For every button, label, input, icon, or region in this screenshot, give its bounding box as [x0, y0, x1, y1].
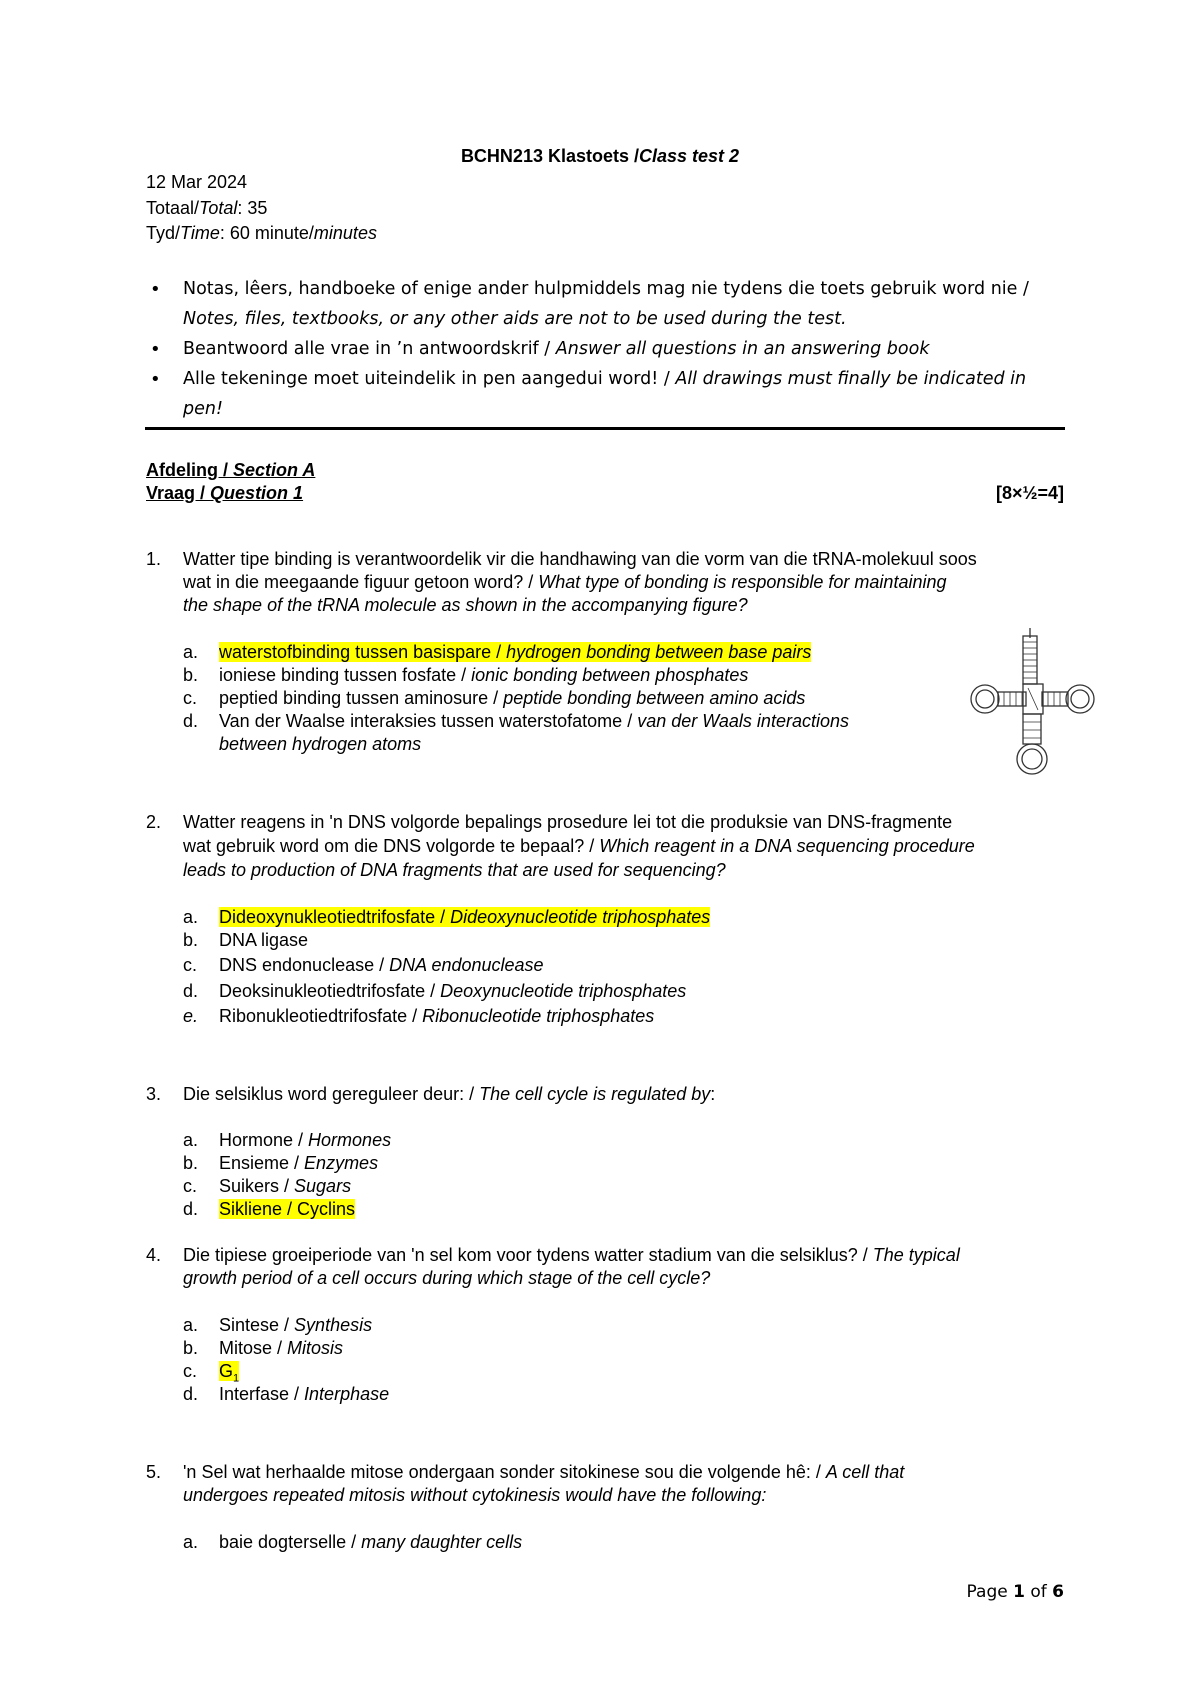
question-1-line-2 — [183, 572, 946, 593]
option-letter: c. — [183, 1361, 198, 1381]
option-letter: d. — [183, 981, 199, 1001]
option-2d — [219, 981, 686, 1002]
q3-af: Die selsiklus word gereguleer deur: / — [183, 1084, 480, 1104]
option-letter: a. — [183, 642, 199, 662]
option-en: DNA endonuclease — [389, 955, 544, 975]
option-en: Enzymes — [304, 1153, 379, 1173]
option-letter: d. — [183, 1384, 199, 1404]
question-4-line-1 — [183, 1245, 960, 1266]
option-4c — [219, 1361, 239, 1385]
option-1b — [219, 665, 748, 686]
option-letter: d. — [183, 711, 199, 731]
q2-l3-en: leads to production of DNA fragments that are used for sequencing? — [183, 860, 726, 880]
question-number: 3. — [146, 1084, 162, 1104]
option-af: waterstofbinding tussen basispare / — [219, 642, 507, 662]
option-en: Mitosis — [287, 1338, 344, 1358]
q4-af: Die tipiese groeiperiode van 'n sel kom voor tydens watter stadium van die selsiklus? / — [183, 1245, 873, 1265]
section-af: Afdeling / — [146, 460, 233, 480]
instruction-1-af: Notas, lêers, handboeke of enige ander hulpmiddels mag nie tydens die toets gebruik word nie / — [183, 279, 1029, 299]
question-af: Vraag / — [146, 483, 211, 503]
option-en: many daughter cells — [361, 1532, 523, 1552]
option-4d — [219, 1384, 389, 1405]
option-3b — [219, 1153, 378, 1174]
option-en: Hormones — [308, 1130, 392, 1150]
option-2e — [219, 1006, 654, 1027]
instruction-2 — [183, 339, 929, 359]
option-letter: a. — [183, 907, 199, 927]
option-en: peptide bonding between amino acids — [503, 688, 806, 708]
title-main: BCHN213 Klastoets / — [460, 146, 639, 166]
instruction-3-en2: pen! — [183, 399, 223, 419]
option-letter: d. — [183, 1199, 199, 1219]
option-af: ioniese binding tussen fosfate / — [219, 665, 472, 685]
divider-rule — [145, 427, 1065, 430]
page-word: Page — [966, 1582, 1014, 1602]
option-af: Ribonukleotiedtrifosfate / — [219, 1006, 423, 1026]
option-1d — [219, 711, 849, 732]
question-1-line-1: Watter tipe binding is verantwoordelik vir die handhawing van die vorm van die tRNA-molekuul soos — [183, 549, 977, 569]
option-af: Mitose / — [219, 1338, 288, 1358]
option-af: peptied binding tussen aminosure / — [219, 688, 504, 708]
option-af: Dideoxynukleotiedtrifosfate / — [219, 907, 451, 927]
option-sub: 1 — [233, 1372, 240, 1385]
instruction-1-en — [183, 309, 847, 329]
option-letter: b. — [183, 1338, 199, 1358]
option-af: Sintese / — [219, 1315, 295, 1335]
option-af: Hormone / — [219, 1130, 309, 1150]
option-letter: c. — [183, 1176, 198, 1196]
exam-date: 12 Mar 2024 — [146, 172, 248, 192]
bullet-icon: • — [150, 339, 161, 360]
instruction-3-cont — [183, 399, 223, 419]
question-4-line-2 — [183, 1268, 710, 1289]
option-af: baie dogterselle / — [219, 1532, 362, 1552]
option-af: Deoksinukleotiedtrifosfate / — [219, 981, 441, 1001]
option-3a — [219, 1130, 391, 1151]
question-5-line-2 — [183, 1485, 766, 1506]
time-value-en: minutes — [313, 223, 377, 243]
q1-l2-af: wat in die meegaande figuur getoon word? / — [183, 572, 539, 592]
option-en: between hydrogen atoms — [219, 734, 422, 754]
answer-highlight — [219, 907, 710, 927]
option-af: Suikers / — [219, 1176, 295, 1196]
option-en: Ribonucleotide triphosphates — [422, 1006, 655, 1026]
option-letter: c. — [183, 688, 198, 708]
option-en: Deoxynucleotide triphosphates — [440, 981, 687, 1001]
title-italic: Class test 2 — [639, 146, 740, 166]
question-2-line-1: Watter reagens in 'n DNS volgorde bepalings prosedure lei tot die produksie van DNS-fragmente — [183, 812, 953, 832]
page-current: 1 — [1013, 1582, 1025, 1602]
option-1d-cont — [219, 734, 421, 755]
marks-label: [8×½=4] — [995, 483, 1064, 503]
section-en: Section A — [233, 460, 316, 480]
of-word: of — [1024, 1582, 1053, 1602]
instruction-2-en: Answer all questions in an answering book — [555, 339, 930, 359]
option-af: G — [219, 1361, 234, 1381]
option-letter: a. — [183, 1532, 199, 1552]
option-1a — [219, 642, 811, 663]
option-en: hydrogen bonding between base pairs — [506, 642, 812, 662]
total-label-en: Total — [199, 198, 238, 218]
question-heading — [146, 483, 303, 504]
section-heading — [146, 460, 315, 481]
total-value: : 35 — [237, 198, 268, 218]
answer-highlight: Sikliene / Cyclins — [219, 1199, 356, 1219]
question-2-line-2 — [183, 836, 975, 857]
option-af: Van der Waalse interaksies tussen waterstofatome / — [219, 711, 638, 731]
q5-af: 'n Sel wat herhaalde mitose ondergaan sonder sitokinese sou die volgende hê: / — [183, 1462, 826, 1482]
option-letter: b. — [183, 930, 199, 950]
question-5-line-1 — [183, 1462, 904, 1483]
option-1c — [219, 688, 805, 709]
exam-total — [146, 198, 267, 219]
page-total: 6 — [1052, 1582, 1064, 1602]
total-label: Totaal/ — [146, 198, 200, 218]
option-3c — [219, 1176, 351, 1197]
question-en: Question 1 — [210, 483, 304, 503]
option-2c — [219, 955, 544, 976]
option-af: Ensieme / — [219, 1153, 305, 1173]
option-en: Sugars — [294, 1176, 352, 1196]
q5-l2-en: undergoes repeated mitosis without cytokinesis would have the following: — [183, 1485, 767, 1505]
question-3-line-1 — [183, 1084, 715, 1105]
time-label-en: Time — [180, 223, 220, 243]
q5-en: A cell that — [825, 1462, 905, 1482]
instruction-1-en-text: Notes, files, textbooks, or any other aids are not to be used during the test. — [183, 309, 847, 329]
option-en: Synthesis — [294, 1315, 373, 1335]
exam-time — [146, 223, 377, 244]
question-number: 2. — [146, 812, 162, 832]
option-letter: a. — [183, 1130, 199, 1150]
instruction-3 — [183, 369, 1026, 389]
q4-en: The typical — [872, 1245, 960, 1265]
instruction-2-af: Beantwoord alle vrae in ’n antwoordskrif / — [183, 339, 551, 359]
answer-highlight — [219, 642, 811, 662]
trna-cloverleaf-icon — [968, 626, 1098, 778]
q4-l2-en: growth period of a cell occurs during which stage of the cell cycle? — [183, 1268, 711, 1288]
option-4b — [219, 1338, 343, 1359]
q1-l2-en: What type of bonding is responsible for maintaining — [538, 572, 947, 592]
page-title — [0, 146, 1200, 167]
option-letter: b. — [183, 1153, 199, 1173]
page-number — [967, 1582, 1064, 1602]
time-value: : 60 minute/ — [219, 223, 314, 243]
q3-tail: : — [710, 1084, 716, 1104]
option-en: van der Waals interactions — [637, 711, 849, 731]
option-en: Interphase — [304, 1384, 390, 1404]
question-1-line-3 — [183, 595, 748, 616]
option-letter: b. — [183, 665, 199, 685]
q3-en: The cell cycle is regulated by — [479, 1084, 711, 1104]
bullet-icon: • — [150, 279, 161, 300]
answer-highlight — [219, 1361, 240, 1385]
question-number: 1. — [146, 549, 162, 569]
option-en: ionic bonding between phosphates — [471, 665, 749, 685]
question-number: 4. — [146, 1245, 162, 1265]
q1-l3-en: the shape of the tRNA molecule as shown in the accompanying figure? — [183, 595, 748, 615]
q2-l2-af: wat gebruik word om die DNS volgorde te bepaal? / — [183, 836, 600, 856]
option-af: Interfase / — [219, 1384, 305, 1404]
question-number: 5. — [146, 1462, 162, 1482]
option-letter: a. — [183, 1315, 199, 1335]
option-en: Dideoxynucleotide triphosphates — [450, 907, 711, 927]
instruction-3-af: Alle tekeninge moet uiteindelik in pen aangedui word! / — [183, 369, 670, 389]
q2-l2-en: Which reagent in a DNA sequencing procedure — [599, 836, 975, 856]
option-2a — [219, 907, 710, 928]
option-5a — [219, 1532, 522, 1553]
question-2-line-3 — [183, 860, 726, 881]
bullet-icon: • — [150, 369, 161, 390]
option-2b: DNA ligase — [219, 930, 309, 950]
option-4a — [219, 1315, 372, 1336]
instruction-3-en: All drawings must finally be indicated in — [675, 369, 1027, 389]
option-letter: c. — [183, 955, 198, 975]
option-letter: e. — [183, 1006, 199, 1026]
time-label: Tyd/ — [146, 223, 181, 243]
option-3d — [219, 1199, 355, 1220]
option-af: DNS endonuclease / — [219, 955, 390, 975]
